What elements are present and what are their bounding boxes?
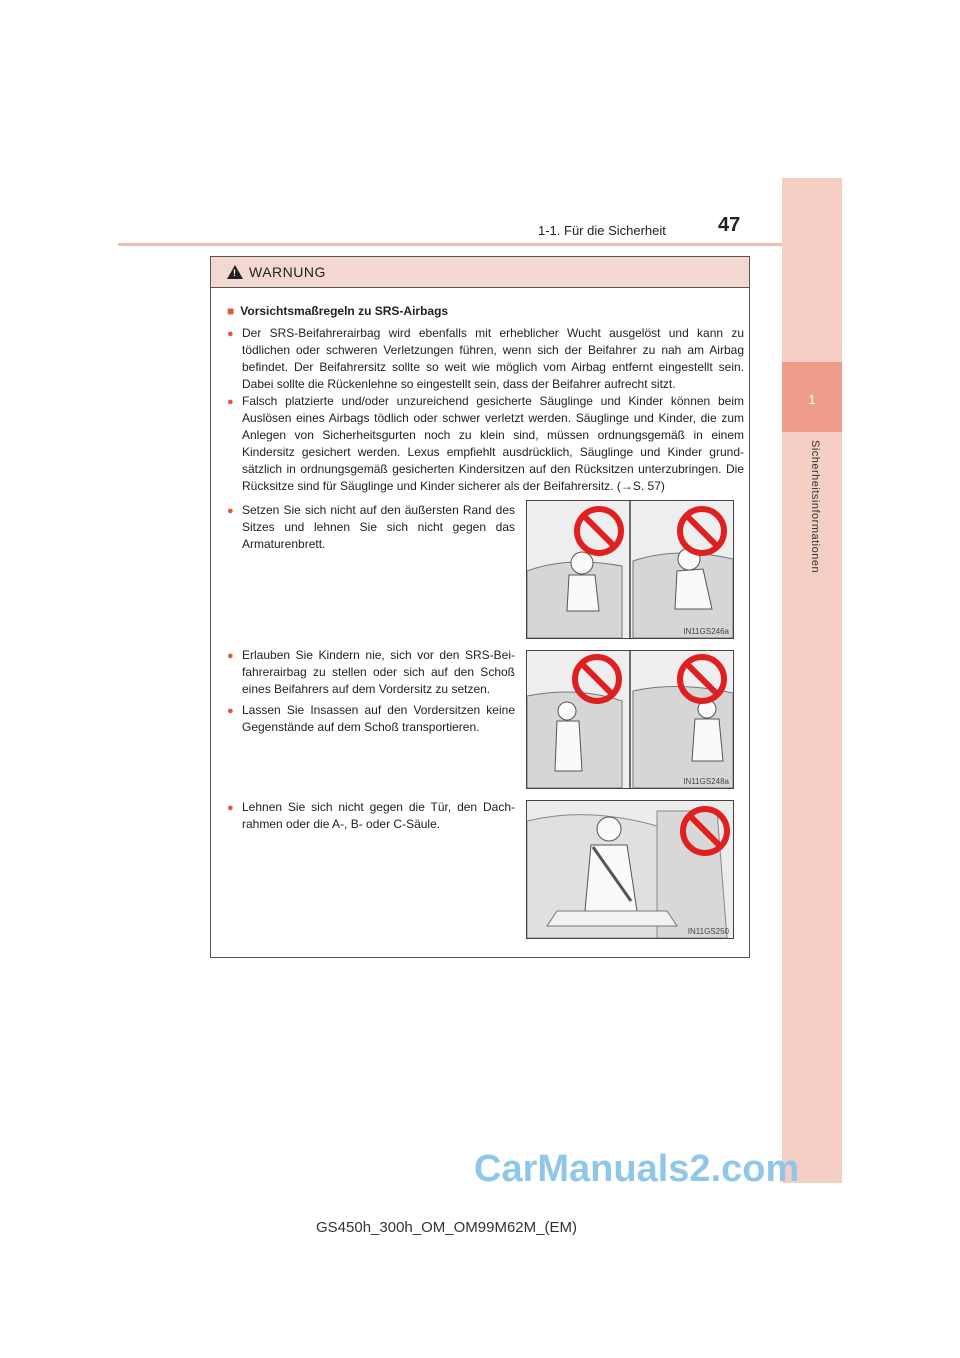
header-rule <box>118 243 782 246</box>
chapter-number: 1 <box>808 392 816 407</box>
warning-header <box>211 257 749 288</box>
bullet-text: Lehnen Sie sich nicht gegen die Tür, den Dach-rahmen oder die A-, B- oder C-Säule. <box>242 800 515 831</box>
subheading-text: Vorsichtsmaßregeln zu SRS-Airbags <box>240 304 449 318</box>
warning-title: WARNUNG <box>249 264 326 280</box>
illustration-code: IN11GS248a <box>683 777 729 786</box>
chapter-label: Sicherheitsinformationen <box>809 440 821 574</box>
bullet-text: Falsch platzierte und/oder unzureichend gesicherte Säuglinge und Kinder können beim Auslösen eines Airbags tödlich oder schwer verletzt werden. Säuglinge und Kinder, die zum Anlegen von Sicherheitsgurten noch zu klein sind, müssen ordnungsgemäß in einem Kindersitz gesichert werden. Lexus empfiehlt ausdrücklich, Säuglinge und Kinder grund-sätzlich in ordnungsgemäß gesicherten Kindersitzen auf den Rücksitzen unterzubringen. Die Rücksitze sind für Säuglinge und Kinder sicherer als der Beifahrersitz. (→S. 57) <box>242 394 744 493</box>
illustration-code: IN11GS250 <box>687 927 729 936</box>
chapter-tab[interactable] <box>782 362 842 432</box>
illustration-children-airbag <box>526 650 734 789</box>
warning-triangle-icon: ! <box>227 265 243 279</box>
bullet-icon: ● <box>227 802 234 814</box>
bullet-icon: ● <box>227 705 234 717</box>
bullet-icon: ● <box>227 328 234 340</box>
square-bullet-icon: ■ <box>227 304 235 318</box>
side-tab <box>782 178 842 1183</box>
bullet-icon: ● <box>227 396 234 408</box>
bullet-text: Der SRS-Beifahrerairbag wird ebenfalls mit erheblicher Wucht ausgelöst und kann zu tödlichen oder schweren Verletzungen führen, wenn sich der Beifahrer zu nah am Airbag befindet. Der Beifahrersitz sollte so weit wie möglich vom Airbag entfernt eingestellt sein. Dabei sollte die Rückenlehne so eingestellt sein, dass der Beifahrer aufrecht sitzt. <box>242 326 744 391</box>
section-title: 1-1. Für die Sicherheit <box>538 223 666 238</box>
illustration-leaning-door <box>526 800 734 939</box>
bullet-text: Erlauben Sie Kindern nie, sich vor den SRS-Bei-fahrerairbag zu stellen oder sich auf den Schoß eines Beifahrers auf dem Vordersitz zu setzen. <box>242 648 515 696</box>
document-code: GS450h_300h_OM_OM99M62M_(EM) <box>316 1219 577 1236</box>
bullet-text: Setzen Sie sich nicht auf den äußersten Rand des Sitzes und lehnen Sie sich nicht gegen das Armaturenbrett. <box>242 503 515 551</box>
bullet-text: Lassen Sie Insassen auf den Vordersitzen keine Gegenstände auf dem Schoß transportieren. <box>242 703 515 734</box>
subheading <box>227 304 448 318</box>
page-number: 47 <box>718 214 741 236</box>
watermark: CarManuals2.com <box>474 1148 800 1190</box>
illustration-leaning-dashboard <box>526 500 734 639</box>
warning-box <box>210 256 750 958</box>
bullet-icon: ● <box>227 505 234 517</box>
illustration-code: IN11GS246a <box>683 627 729 636</box>
bullet-icon: ● <box>227 650 234 662</box>
